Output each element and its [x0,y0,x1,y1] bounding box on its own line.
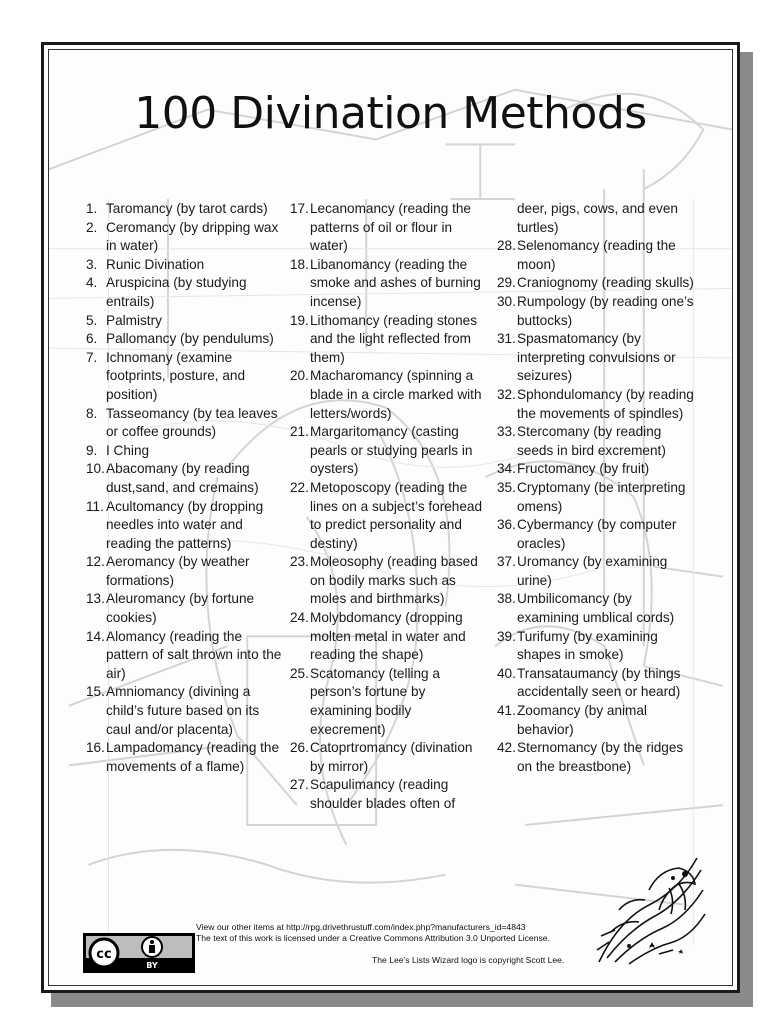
footer-license-text: The text of this work is licensed under a Creative Commons Attribution 3.0 Unported License. [196,933,550,943]
item-text: Tasseomancy (by tea leaves or coffee grounds) [106,405,278,440]
item-number: 32. [497,386,516,402]
item-text: Runic Divination [106,256,205,272]
item-text: Acultomancy (by dropping needles into water and reading the patterns) [106,498,264,551]
item-number: 25. [290,665,309,681]
list-item [86,256,282,275]
list-item [497,739,695,776]
page-inner [48,49,733,986]
list-item [497,386,695,423]
item-number: 4. [86,275,98,291]
page-frame [41,42,740,993]
list-item [86,219,282,256]
list-item [497,479,695,516]
list-item [497,553,695,590]
method-list-column-3 [497,200,695,776]
item-text: Aeromancy (by weather formations) [106,554,250,588]
list-item [86,405,282,442]
list-item [290,739,488,776]
list-item [86,590,282,627]
item-text: Margaritomancy (casting pearls or studying pearls in oysters) [310,424,473,477]
item-number: 39. [497,628,516,644]
item-text: Turifumy (by examining shapes in smoke) [517,628,658,663]
item-text: Stercomany (by reading seeds in bird excrement) [517,424,666,458]
list-item [290,312,488,368]
item-text: Lampadomancy (reading the movements of a flame) [106,740,280,774]
item-number: 9. [86,442,98,458]
item-number: 15. [86,684,105,700]
list-item [290,609,488,665]
wizard-logo [589,850,709,968]
item-number: 37. [497,554,516,570]
list-item [86,628,282,684]
item-text: Aleuromancy (by fortune cookies) [106,591,255,626]
item-text: Uromancy (by examining urine) [517,554,668,588]
item-number: 28. [497,238,516,254]
list-item [290,665,488,739]
item-number: 2. [86,219,98,235]
item-number: 23. [290,554,309,570]
method-list-column-3-items [497,237,695,776]
item-text: Rumpology (by reading one’s buttocks) [517,293,694,328]
list-item [497,665,695,702]
item-text: Cryptomany (be interpreting omens) [517,479,686,514]
item-number: 10. [86,461,105,477]
item-number: 30. [497,293,516,309]
item-number: 21. [290,424,309,440]
item-text: Metoposcopy (reading the lines on a subject’s forehead to predict personality and destiny) [310,479,483,551]
item-text: Molybdomancy (dropping molten metal in water and reading the shape) [310,610,466,663]
item-text: Scapulimancy (reading shoulder blades often of [310,777,456,811]
item-number: 13. [86,591,105,607]
page-title: 100 Divination Methods [134,88,647,139]
cc-by-license-badge [83,933,195,973]
item-number: 12. [86,554,105,570]
item-text: Moleosophy (reading based on bodily marks such as moles and birthmarks) [310,554,478,607]
item-number: 8. [86,405,98,421]
list-item [86,460,282,497]
list-item [497,702,695,739]
item-number: 1. [86,201,98,216]
item-number: 31. [497,331,516,347]
item-text: Ceromancy (by dripping wax in water) [106,219,279,254]
item-number: 27. [290,777,309,793]
list-item [497,423,695,460]
item-number: 17. [290,201,309,216]
item-number: 38. [497,591,516,607]
item-text: Zoomancy (by animal behavior) [517,703,647,737]
item-text: Scatomancy (telling a person’s fortune by examining bodily execrement) [310,665,440,737]
list-item [86,498,282,554]
item-text: Macharomancy (spinning a blade in a circle marked with letters/words) [310,368,482,421]
item-text: Cybermancy (by computer oracles) [517,517,677,551]
item-text: Pallomancy (by pendulums) [106,331,274,347]
item-number: 22. [290,479,309,495]
item-number: 11. [86,498,104,514]
list-item [497,460,695,479]
item-number: 18. [290,256,309,272]
item-number: 14. [86,628,105,644]
item-number: 19. [290,312,309,328]
item-text: Palmistry [106,312,162,328]
item-number: 3. [86,256,98,272]
item-number: 29. [497,275,516,291]
item-text: Aruspicina (by studying entrails) [106,275,247,309]
item-text: Lithomancy (reading stones and the light reflected from them) [310,312,477,365]
list-item [86,349,282,405]
item-text: Umbilicomancy (by examining umblical cords) [517,591,675,626]
list-item [86,683,282,739]
item-text: Alomancy (reading the pattern of salt thrown into the air) [106,628,282,681]
list-item [86,312,282,331]
item-text: Libanomancy (reading the smoke and ashes of burning incense) [310,256,481,309]
item-text: Sphondulomancy (by reading the movements of spindles) [517,386,694,421]
item-text: Catoprtromancy (divination by mirror) [310,740,473,774]
method-list-column-2 [290,200,488,814]
list-item [86,330,282,349]
list-item [497,516,695,553]
item-text: Taromancy (by tarot cards) [106,201,268,216]
item-number: 35. [497,479,516,495]
item-text: Fructomancy (by fruit) [517,461,650,477]
list-item [86,553,282,590]
item-number: 33. [497,424,516,440]
list-item [497,237,695,274]
footer-url-text: View our other items at http://rpg.drivethrustuff.com/index.php?manufacturers_id=4843 [196,922,526,932]
item-text: Amniomancy (divining a child’s future based on its caul and/or placenta) [106,684,260,737]
list-item [86,442,282,461]
cc-by-icon [84,934,194,972]
list-item [86,739,282,776]
item-number: 26. [290,740,309,756]
list-item [497,274,695,293]
item-text: Selenomancy (reading the moon) [517,238,676,272]
item-text: I Ching [106,442,150,458]
list-item [290,479,488,553]
item-number: 42. [497,740,516,756]
item-text: Ichnomany (examine footprints, posture, and position) [106,349,246,402]
item-number: 41. [497,703,516,719]
list-item [497,590,695,627]
footer-credit-text: The Lee’s Lists Wizard logo is copyright Scott Lee. [372,955,565,965]
item-number: 36. [497,517,516,533]
item-number: 34. [497,461,516,477]
list-item-continuation: deer, pigs, cows, and even turtles) [517,201,678,235]
item-text: Spasmatomancy (by interpreting convulsions or seizures) [517,331,676,384]
item-number: 5. [86,312,98,328]
list-item [497,293,695,330]
item-number: 6. [86,331,98,347]
item-text: Lecanomancy (reading the patterns of oil or flour in water) [310,201,471,254]
list-item [497,330,695,386]
list-item [290,200,488,256]
cc-badge-glyph: cc [96,947,112,962]
item-text: Transataumancy (by things accidentally seen or heard) [517,665,681,700]
list-item [290,553,488,609]
list-item [86,200,282,219]
item-number: 40. [497,665,516,681]
item-number: 24. [290,610,309,626]
item-text: Abacomany (by reading dust,sand, and cremains) [106,461,259,495]
list-item [290,256,488,312]
item-number: 20. [290,368,309,384]
cc-badge-by-label: BY [146,961,158,970]
item-number: 16. [86,740,105,756]
item-text: Sternomancy (by the ridges on the breastbone) [517,740,684,774]
method-list-column-1 [86,200,282,776]
list-item [86,274,282,311]
list-item [290,367,488,423]
list-item [290,423,488,479]
list-item [290,776,488,813]
list-item [497,628,695,665]
item-number: 7. [86,349,98,365]
item-text: Craniognomy (reading skulls) [517,275,694,291]
